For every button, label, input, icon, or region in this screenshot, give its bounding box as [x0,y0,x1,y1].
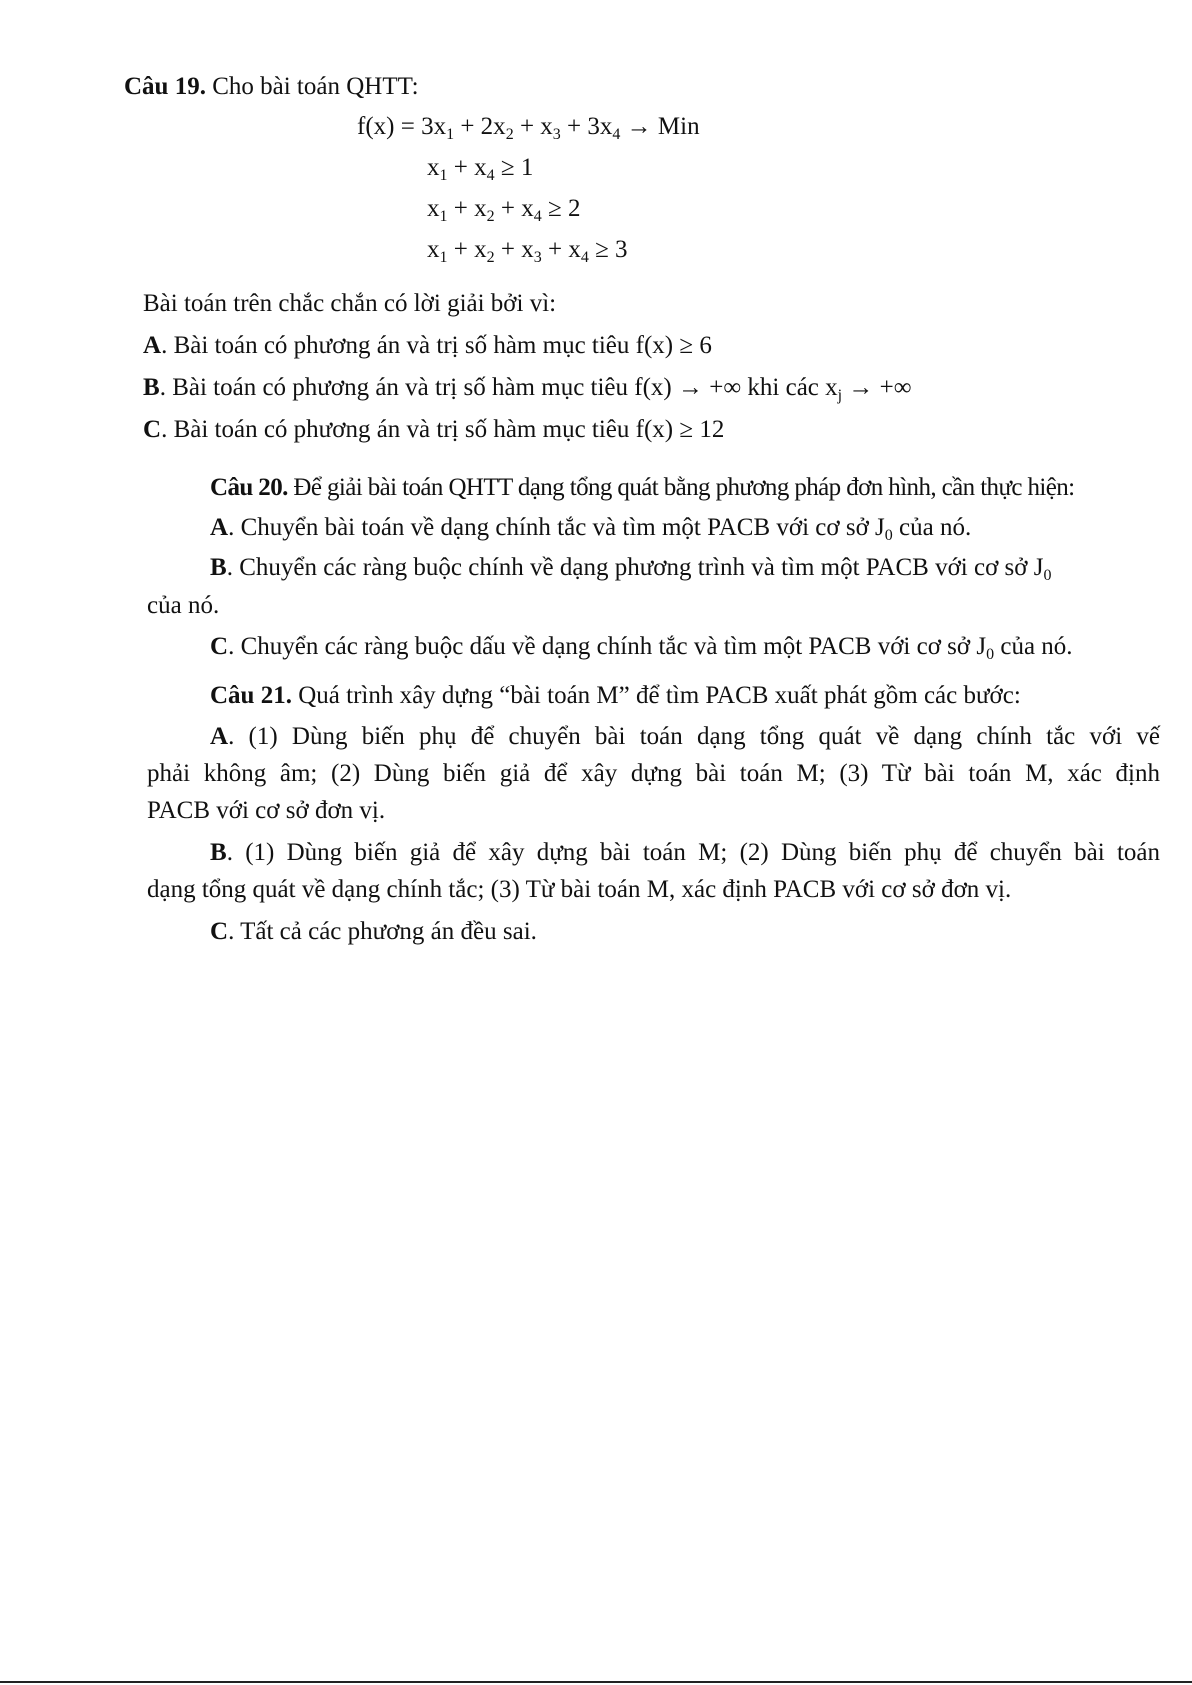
q20-number: Câu 20. [210,474,288,501]
q21-intro: Quá trình xây dựng “bài toán M” để tìm PACB xuất phát gồm các bước: [291,682,1021,709]
q19-option-b: B. Bài toán có phương án và trị số hàm mục tiêu f(x) → +∞ khi các $x_j$ → +∞ [143,374,912,404]
q21-number: Câu 21. [210,682,292,709]
q21-heading [210,681,1021,711]
q20-intro: Để giải bài toán QHTT dạng tổng quát bằng phương pháp đơn hình, cần thực hiện: [287,474,1075,501]
q20-option-b: B. Chuyển các ràng buộc chính về dạng phương trình và tìm một PACB với cơ sở $J_0$ [210,554,1052,584]
q21-option-b-line-2: dạng tổng quát về dạng chính tắc; (3) Từ bài toán M, xác định PACB với cơ sở đơn vị. [147,876,1012,903]
q19-stem: Bài toán trên chắc chắn có lời giải bởi vì: [143,290,557,317]
q21-option-c: C. Tất cả các phương án đều sai. [210,918,537,945]
q20-option-b-continued: của nó. [147,592,220,619]
q19-constraint-1: $x_1 + x_4 \ge 1$ [427,154,534,184]
q19-number: Câu 19. [124,73,206,100]
q19-option-a: A. Bài toán có phương án và trị số hàm mục tiêu f(x) ≥ 6 [143,332,712,359]
q20-heading [210,473,1075,503]
q21-option-a-line-3: PACB với cơ sở đơn vị. [147,797,386,824]
q19-option-c: C. Bài toán có phương án và trị số hàm mục tiêu f(x) ≥ 12 [143,416,725,443]
q21-option-b: B. (1) Dùng biến giả để xây dựng bài toán M; (2) Dùng biến phụ để chuyển bài toán [210,839,1160,866]
q19-heading [124,72,419,102]
q20-option-a: A. Chuyển bài toán về dạng chính tắc và tìm một PACB với cơ sở $J_0$ của nó. [210,514,972,544]
page-bottom-rule [0,1681,1192,1683]
q20-option-c: C. Chuyển các ràng buộc dấu về dạng chính tắc và tìm một PACB với cơ sở $J_0$ của nó. [210,633,1073,663]
q19-objective: $f(x) = 3x_1 + 2x_2 + x_3 + 3x_4$ → Min [357,113,700,143]
q19-constraint-3: $x_1 + x_2 + x_3 + x_4 \ge 3$ [427,236,628,266]
q19-constraint-2: $x_1 + x_2 + x_4 \ge 2$ [427,195,581,225]
q19-intro: Cho bài toán QHTT: [205,73,419,100]
q21-option-a: A. (1) Dùng biến phụ để chuyển bài toán dạng tổng quát về dạng chính tắc với vế [210,723,1160,750]
q21-option-a-line-2: phải không âm; (2) Dùng biến giả để xây dựng bài toán M; (3) Từ bài toán M, xác định [147,760,1160,787]
